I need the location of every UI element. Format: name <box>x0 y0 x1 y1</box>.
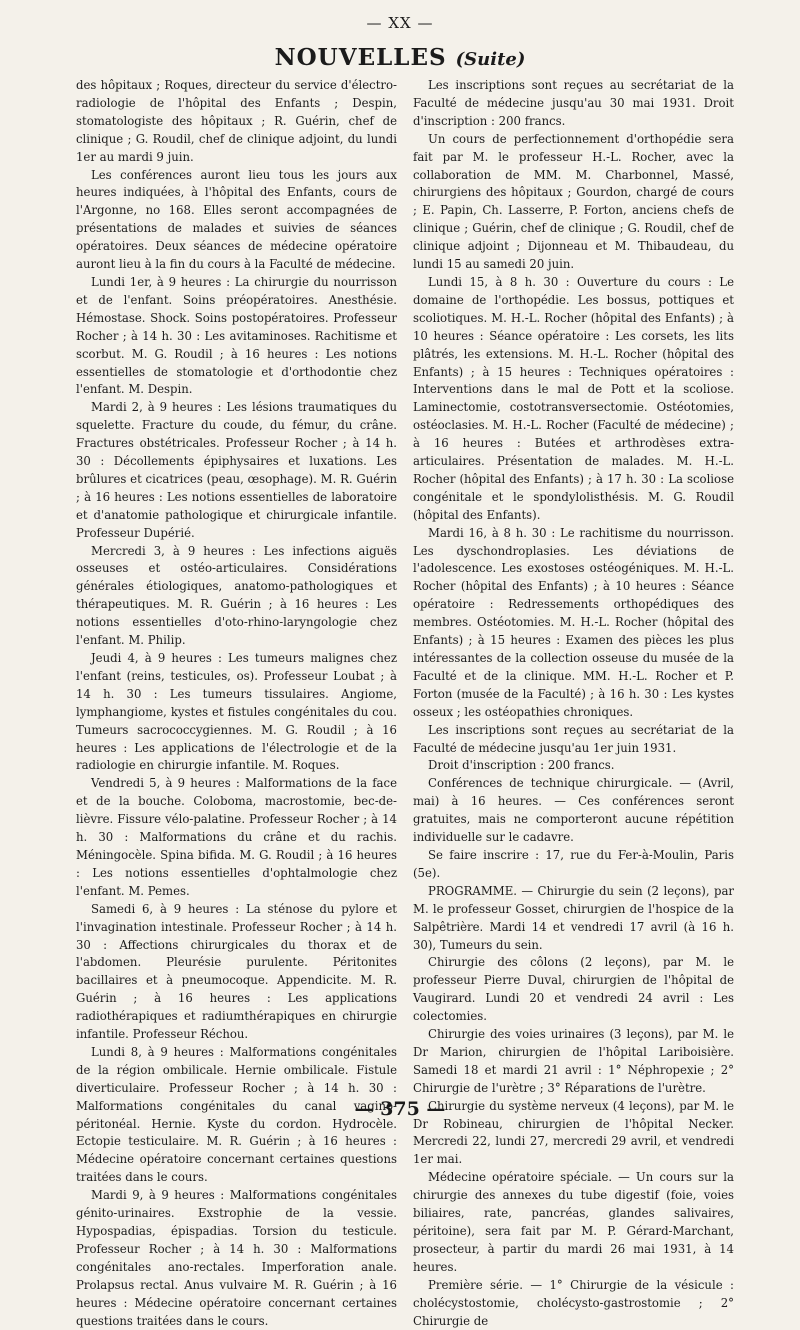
paragraph: Se faire inscrire : 17, rue du Fer-à-Moulin, Paris (5e). <box>413 847 734 880</box>
paragraph: Les inscriptions sont reçues au secrétariat de la Faculté de médecine jusqu'au 30 mai 1931. Droit d'inscription : 200 francs. <box>413 78 734 128</box>
paragraph: Mardi 9, à 9 heures : Malformations congénitales génito-urinaires. Exstrophie de la vessie. Hypospadias, épispadias. Torsion du testicule. Professeur Rocher ; à 14 h. 30 : Malformations congénitales ano-rectales. Imperforation anale. Prolapsus rectal. Anus vulvaire M. R. Guérin ; à 16 heures : Médecine opératoire concernant certaines questions traitées dans le cours. <box>76 1188 397 1328</box>
paragraph: Les conférences auront lieu tous les jours aux heures indiquées, à l'hôpital des Enfants, cours de l'Argonne, no 168. Elles seront accompagnées de présentations de malades et suivies de séances opératoires. Deux séances de médecine opératoire auront lieu à la fin du cours à la Faculté de médecine. <box>76 167 397 272</box>
paragraph: Lundi 8, à 9 heures : Malformations congénitales de la région ombilicale. Hernie ombilicale. Fistule diverticulaire. Professeur Rocher ; à 14 h. 30 : Malformations congénitales du canal vagino-péritonéal. Hernie. Kyste du cordon. Hydrocèle. Ectopie testiculaire. M. R. Guérin ; à 16 heures : Médecine opératoire concernant certaines questions traitées dans le cours. <box>76 1044 397 1185</box>
paragraph: Chirurgie des côlons (2 leçons), par M. le professeur Pierre Duval, chirurgien de l'hôpital de Vaugirard. Lundi 20 et vendredi 24 avril : Les colectomies. <box>413 955 734 1024</box>
paragraph: Conférences de technique chirurgicale. — (Avril, mai) à 16 heures. — Ces conférences seront gratuites, mais ne comporteront aucune répétition individuelle sur le cadavre. <box>413 776 734 845</box>
paragraph: Chirurgie des voies urinaires (3 leçons), par M. le Dr Marion, chirurgien de l'hôpital Lariboisière. Samedi 18 et mardi 21 avril : 1° Néphropexie ; 2° Chirurgie de l'urètre ; 3° Réparations de l'urètre. <box>413 1027 734 1095</box>
paragraph: Médecine opératoire spéciale. — Un cours sur la chirurgie des annexes du tube digestif (foie, voies biliaires, rate, pancréas, glandes salivaires, péritoine), sera fait par M. P. Gérard-Marchant, prosecteur, à partir du mardi 26 mai 1931, à 14 heures. <box>413 1170 734 1274</box>
paragraph: Chirurgie du système nerveux (4 leçons), par M. le Dr Robineau, chirurgien de l'hôpital Necker. Mercredi 22, lundi 27, mercredi 29 avril, et vendredi 1er mai. <box>413 1098 734 1167</box>
paragraph: PROGRAMME. — Chirurgie du sein (2 leçons), par M. le professeur Gosset, chirurgien de l'hospice de la Salpêtrière. Mardi 14 et vendredi 17 avril (à 16 h. 30), Tumeurs du sein. <box>413 883 734 952</box>
paragraph: Lundi 15, à 8 h. 30 : Ouverture du cours : Le domaine de l'orthopédie. Les bossus, pottiques et scoliotiques. M. H.-L. Rocher (hôpital des Enfants) ; à 10 heures : Séance opératoire : Les corsets, les lits plâtrés, les extensions. M. H.-L. Rocher (hôpital des Enfants) ; à 15 heures : Techniques opératoires : Interventions dans le mal de Pott et la scoliose. Laminectomie, costotransversectomie. Ostéotomies, ostéoclasies. M. H.-L. Rocher (Faculté de médecine) ; à 16 heures : Butées et arthrodèses extra-articulaires. Présentation de malades. M. H.-L. Rocher (hôpital des Enfants) ; à 17 h. 30 : La scoliose congénitale et le spondylolisthésis. M. G. Roudil (hôpital des Enfants). <box>413 274 734 522</box>
page-number: — 375 — <box>354 1098 446 1120</box>
right-column <box>413 77 734 1330</box>
running-head-suite: (Suite) <box>455 49 526 70</box>
paragraph: Mardi 16, à 8 h. 30 : Le rachitisme du nourrisson. Les dyschondroplasies. Les déviations de l'adolescence. Les exostoses ostéogéniques. M. H.-L. Rocher (hôpital des Enfants) ; à 10 heures : Séance opératoire : Redressements orthopédiques des membres. Ostéotomies. M. H.-L. Rocher (hôpital des Enfants) ; à 15 heures : Examen des pièces les plus intéressantes de la collection osseuse du musée de la Faculté et de la clinique. MM. H.-L. Rocher et P. Forton (musée de la Faculté) ; à 16 h. 30 : Les kystes osseux ; les ostéopathies chroniques. <box>413 525 734 719</box>
paragraph: Droit d'inscription : 200 francs. <box>428 758 615 773</box>
paragraph: Un cours de perfectionnement d'orthopédie sera fait par M. le professeur H.-L. Rocher, avec la collaboration de MM. M. Charbonnel, Massé, chirurgiens des hôpitaux ; Gourdon, chargé de cours ; E. Papin, Ch. Lasserre, P. Forton, anciens chefs de clinique ; Guérin, chef de clinique ; G. Roudil, chef de clinique adjoint ; Dijonneau et M. Thibaudeau, du lundi 15 au samedi 20 juin. <box>413 131 734 272</box>
paragraph: des hôpitaux ; Roques, directeur du service d'électro-radiologie de l'hôpital des Enfants ; Despin, stomatologiste des hôpitaux ; R. Guérin, chef de clinique ; G. Roudil, chef de clinique adjoint, du lundi 1er au mardi 9 juin. <box>76 78 397 164</box>
paragraph: Jeudi 4, à 9 heures : Les tumeurs malignes chez l'enfant (reins, testicules, os). Professeur Loubat ; à 14 h. 30 : Les tumeurs tissulaires. Angiome, lymphangiome, kystes et fistules congénitales du cou. Tumeurs sacrococcygiennes. M. G. Roudil ; à 16 heures : Les applications de l'électrologie et de la radiologie en chirurgie infantile. M. Roques. <box>76 651 397 773</box>
paragraph: Vendredi 5, à 9 heures : Malformations de la face et de la bouche. Coloboma, macrostomie, bec-de-lièvre. Fissure vélo-palatine. Professeur Rocher ; à 14 h. 30 : Malformations du crâne et du rachis. Méningocèle. Spina bifida. M. G. Roudil ; à 16 heures : Les notions essentielles d'ophtalmologie chez l'enfant. M. Pemes. <box>76 776 397 898</box>
left-column <box>76 77 397 1330</box>
paragraph: Lundi 1er, à 9 heures : La chirurgie du nourrisson et de l'enfant. Soins préopératoires. Anesthésie. Hémostase. Shock. Soins postopératoires. Professeur Rocher ; à 14 h. 30 : Les avitaminoses. Rachitisme et scorbut. M. G. Roudil ; à 16 heures : Les notions essentielles de stomatologie et d'orthodontie chez l'enfant. M. Despin. <box>76 274 397 397</box>
running-head <box>0 44 800 71</box>
paragraph: Mercredi 3, à 9 heures : Les infections aiguës osseuses et ostéo-articulaires. Considérations générales étiologiques, anatomo-pathologiques et thérapeutiques. M. R. Guérin ; à 16 heures : Les notions essentielles d'oto-rhino-laryngologie chez l'enfant. M. Philip. <box>76 543 397 648</box>
paragraph: Les inscriptions sont reçues au secrétariat de la Faculté de médecine jusqu'au 1er juin 1931. <box>413 722 734 755</box>
running-head-title: NOUVELLES <box>274 44 447 71</box>
paragraph: Mardi 2, à 9 heures : Les lésions traumatiques du squelette. Fracture du coude, du fémur, du crâne. Fractures obstétricales. Professeur Rocher ; à 14 h. 30 : Décollements épiphysaires et luxations. Les brûlures et cicatrices (peau, œsophage). M. R. Guérin ; à 16 heures : Les notions essentielles de laboratoire et d'anatomie pathologique et chirurgicale infantile. Professeur Dupérié. <box>76 400 397 540</box>
roman-page-number: — XX — <box>366 14 434 32</box>
paragraph: Samedi 6, à 9 heures : La sténose du pylore et l'invagination intestinale. Professeur Rocher ; à 14 h. 30 : Affections chirurgicales du thorax et de l'abdomen. Pleurésie purulente. Péritonites bacillaires et à pneumocoque. Appendicite. M. R. Guérin ; à 16 heures : Les applications radiothérapiques et radiumthérapiques en chirurgie infantile. Professeur Réchou. <box>76 901 397 1042</box>
paragraph: Première série. — 1° Chirurgie de la vésicule : cholécystostomie, cholécysto-gastrostomie ; 2° Chirurgie de <box>413 1277 734 1328</box>
